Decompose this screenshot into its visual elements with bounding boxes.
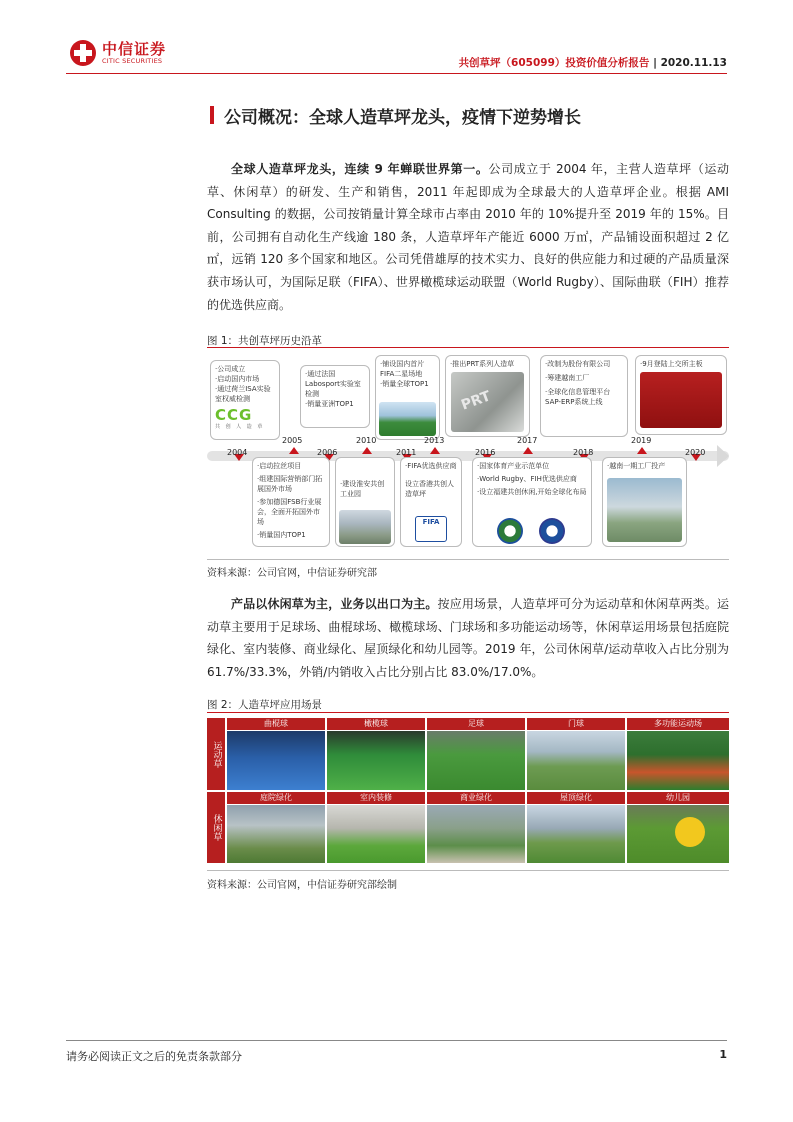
marker-2005 [289,447,299,454]
citic-logo-icon [70,40,96,66]
report-header [459,55,727,70]
marker-2017 [523,447,533,454]
sport-turf-label: 运动草 [207,718,225,790]
multi-sport-photo [627,731,729,790]
paragraph-body: 公司成立于 2004 年，主营人造草坪（运动草、休闲草）的研发、生产和销售，2011 年起即成为全球最大的人造草坪企业。根据 AMI Consulting 的数据，公司按销量计算全球市占率由 2010 年的 10%提升至 2019 年的 15%。目前，公司拥有自动化生产线逾 180 条，人造草坪年产能近 6000 万㎡，产品铺设面积超过 2 亿㎡，远销 120 多个国家和地区。公司凭借雄厚的技术实力、良好的供应能力和过硬的产品质量深获市场认可，为国际足联（FIFA）、世界橄榄球运动联盟（World Rugby）、国际曲联（FIH）推荐的优选供应商。 [207,162,729,312]
timeline-card-2010: ·建设淮安共创工业园 [335,457,395,547]
timeline-card-2018: ·改制为股份有限公司 ·筹建越南工厂 ·全球化信息管理平台SAP-ERP系统上线 [540,355,628,437]
year-2016: 2016 [475,448,496,457]
timeline-card-2017: ·国家体育产业示范单位 ·World Rugby、FIH优选供应商 ·设立福建共创休闲,开始全球化布局 [472,457,592,547]
header-divider [66,73,727,74]
commercial-photo [427,805,525,863]
timeline-card-2004: ·公司成立 ·启动国内市场 ·通过荷兰ISA实验室权威检测 CCG 共 创 人 造 草 [210,360,280,440]
year-2017: 2017 [517,436,538,445]
industrial-park-photo [339,510,391,544]
ccg-logo: CCG [215,406,253,424]
prt-turf-photo: PRT [451,372,524,432]
report-date: 2020.11.13 [660,57,727,69]
timeline-card-2016: ·推出PRT系列人造草 PRT [445,355,530,437]
interior-photo [327,805,425,863]
year-2004: 2004 [227,448,248,457]
scene-label-football: 足球 [427,718,525,730]
stadium-photo [379,402,436,436]
figure-1-bottom-rule [207,559,729,560]
paragraph-body: 按应用场景，人造草坪可分为运动草和休闲草两类。运动草主要用于足球场、曲棍球场、橄榄球场、门球场和多功能运动场等，休闲草运用场景包括庭院绿化、室内装修、商业绿化、屋顶绿化和幼儿园等。2019 年，公司休闲草/运动草收入占比分别为 61.7%/33.3%，外销/内销收入占比分别占比 83.0%/17.0%。 [207,597,729,679]
timeline-card-2005: ·启动拉丝项目 ·组建国际营销部门拓展国外市场 ·参加德国FSB行业展会，全面开拓国外市场 ·销量国内TOP1 [252,457,330,547]
figure-2-source: 资料来源：公司官网，中信证券研究部绘制 [207,880,397,891]
football-photo [427,731,525,790]
timeline-card-2020: ·9月登陆上交所主板 [635,355,727,435]
page-number: 1 [719,1048,727,1061]
scene-label-rugby: 橄榄球 [327,718,425,730]
logo-cn: 中信证券 [102,39,167,58]
hockey-photo [227,731,325,790]
footer-disclaimer: 请务必阅读正文之后的免责条款部分 [66,1050,242,1063]
timeline-card-2013: ·FIFA优选供应商 设立香港共创人造草坪 FIFA [400,457,462,547]
history-timeline [207,350,729,555]
application-scenes [207,718,729,863]
scene-label-kindergarten: 幼儿园 [627,792,729,804]
year-2005: 2005 [282,436,303,445]
scene-label-garden: 庭院绿化 [227,792,325,804]
gateball-photo [527,731,625,790]
paragraph-lead: 产品以休闲草为主，业务以出口为主。 [231,597,438,611]
timeline-card-2006: ·通过法国Labosport实验室检测 ·销量亚洲TOP1 [300,365,370,428]
citic-logo [70,40,166,66]
timeline-card-2019: ·越南一期工厂投产 [602,457,687,547]
rugby-photo [327,731,425,790]
scene-label-multi-sport: 多功能运动场 [627,718,729,730]
world-rugby-badge-icon [497,518,523,544]
listing-ceremony-photo [640,372,722,428]
report-title: 共创草坪（605099）投资价值分析报告 [458,57,650,69]
year-2010: 2010 [356,436,377,445]
year-2011: 2011 [396,448,417,457]
smiley-face-icon [675,817,705,847]
year-2006: 2006 [317,448,338,457]
marker-2010 [362,447,372,454]
figure-2-bottom-rule [207,870,729,871]
vietnam-factory-photo [607,478,682,542]
year-2013: 2013 [424,436,445,445]
paragraph-lead: 全球人造草坪龙头，连续 9 年蝉联世界第一。 [231,162,489,176]
kindergarten-photo [627,805,729,863]
scene-label-gateball: 门球 [527,718,625,730]
figure-1-source: 资料来源：公司官网，中信证券研究部 [207,568,377,579]
year-2020: 2020 [685,448,706,457]
leisure-turf-label: 休闲草 [207,792,225,863]
figure-2-caption: 图 2：人造草坪应用场景 [207,699,323,711]
paragraph-product-mix [207,593,729,683]
scene-label-commercial: 商业绿化 [427,792,525,804]
year-2019: 2019 [631,436,652,445]
marker-2013 [430,447,440,454]
timeline-card-2011: ·铺设国内首片FIFA二星场地 ·销量全球TOP1 [375,355,440,440]
footer-divider [66,1040,727,1041]
scene-label-rooftop: 屋顶绿化 [527,792,625,804]
figure-1-top-rule [207,347,729,348]
paragraph-company-overview [207,158,729,316]
fih-supplier-badge-icon [539,518,565,544]
rooftop-photo [527,805,625,863]
section-marker [210,106,214,124]
figure-2-top-rule [207,712,729,713]
scene-label-hockey: 曲棍球 [227,718,325,730]
logo-en: CITIC SECURITIES [102,56,163,65]
figure-1-caption: 图 1：共创草坪历史沿革 [207,335,323,347]
fifa-quality-logo: FIFA [415,516,447,542]
year-2018: 2018 [573,448,594,457]
garden-photo [227,805,325,863]
scene-label-interior: 室内装修 [327,792,425,804]
marker-2019 [637,447,647,454]
section-title: 公司概况：全球人造草坪龙头，疫情下逆势增长 [224,108,581,128]
arrow-right-icon [717,445,729,467]
header-separator: | [653,57,657,69]
